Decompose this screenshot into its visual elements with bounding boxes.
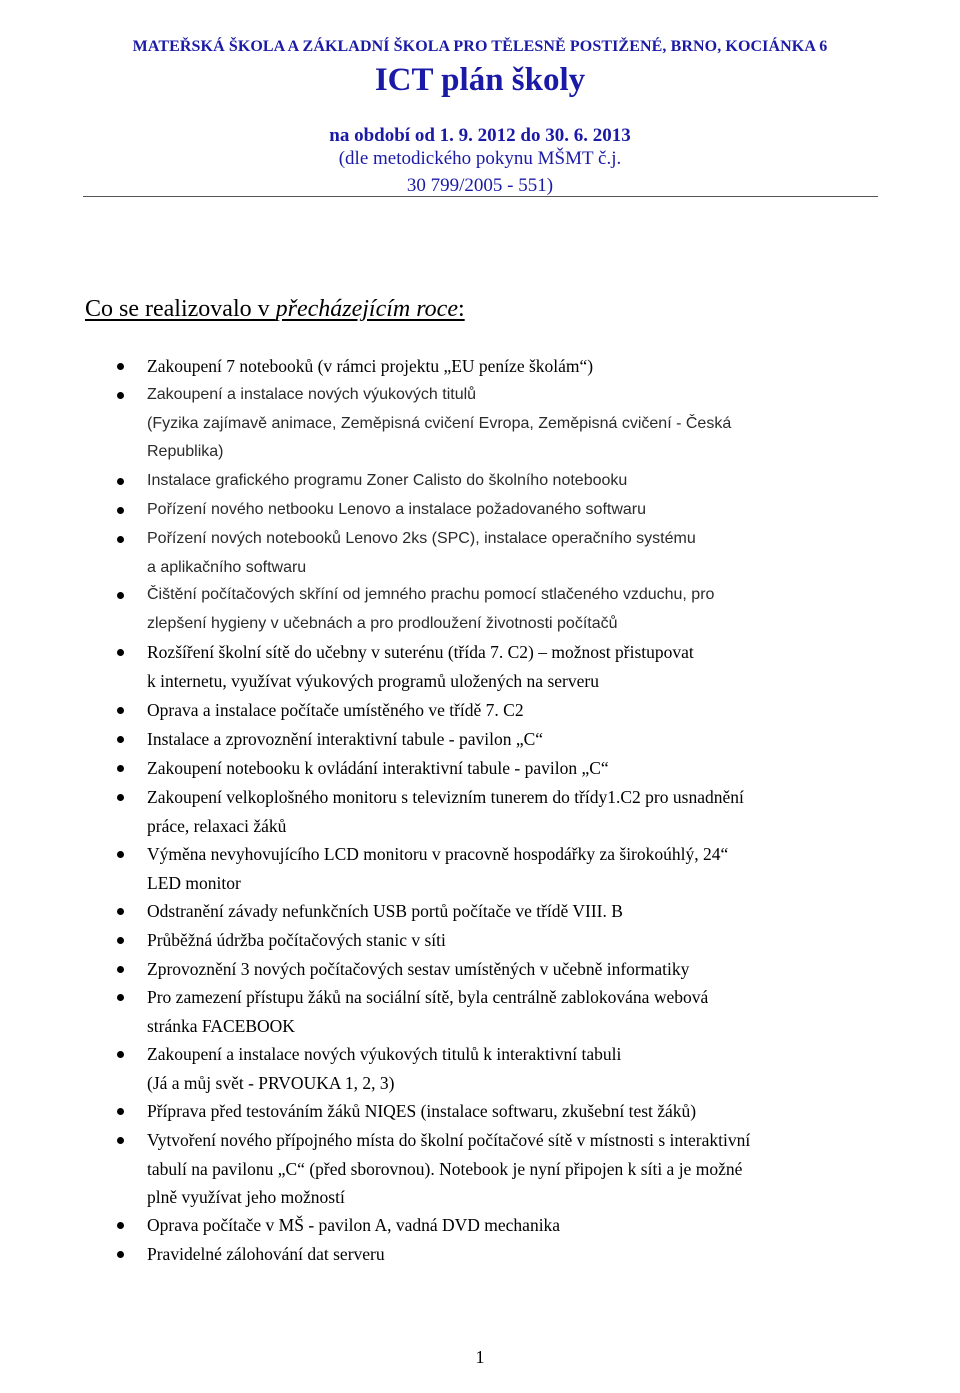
list-item-line: práce, relaxaci žáků xyxy=(147,815,287,836)
bullet-icon xyxy=(117,736,124,743)
list-item-line: Odstranění závady nefunkčních USB portů počítače ve třídě VIII. B xyxy=(147,901,623,921)
list-item-line: (Fyzika zajímavě animace, Zeměpisná cvičení Evropa, Zeměpisná cvičení - Česká xyxy=(147,414,732,432)
school-name: MATEŘSKÁ ŠKOLA A ZÁKLADNÍ ŠKOLA PRO TĚLESNĚ POSTIŽENÉ, BRNO, KOCIÁNKA 6 xyxy=(132,38,828,55)
list-item-line: Rozšíření školní sítě do učebny v suterénu (třída 7. C2) – možnost přistupovat xyxy=(147,642,694,662)
bullet-icon xyxy=(117,994,124,1001)
list-item xyxy=(147,783,877,840)
list-item-line: Republika) xyxy=(147,443,224,461)
list-item xyxy=(147,1211,877,1240)
list-item xyxy=(147,840,877,897)
list-item xyxy=(147,1097,877,1126)
section-heading xyxy=(85,296,465,323)
bullet-icon xyxy=(117,478,124,485)
list-item-line: Vytvoření nového přípojného místa do školní počítačové sítě v místnosti s interaktivní xyxy=(147,1130,751,1150)
list-item-line: Pro zamezení přístupu žáků na sociální sítě, byla centrálně zablokována webová xyxy=(147,987,709,1007)
list-item-line: Pravidelné zálohování dat serveru xyxy=(147,1244,385,1264)
page-number: 1 xyxy=(475,1347,485,1367)
list-item-line: Čištění počítačových skříní od jemného prachu pomocí stlačeného vzduchu, pro xyxy=(147,586,715,603)
list-item xyxy=(147,352,877,381)
document-title: ICT plán školy xyxy=(374,62,586,98)
list-item-line: Příprava před testováním žáků NIQES (instalace softwaru, zkušební test žáků) xyxy=(147,1101,697,1121)
bullet-icon xyxy=(117,1222,124,1229)
bullet-icon xyxy=(117,1251,124,1258)
list-item xyxy=(147,638,877,695)
list-item-line: plně využívat jeho možností xyxy=(147,1187,345,1208)
list-item xyxy=(147,983,877,1040)
list-item-line: zlepšení hygieny v učebnách a pro prodloužení životnosti počítačů xyxy=(147,614,618,632)
list-item-line: Oprava a instalace počítače umístěného ve třídě 7. C2 xyxy=(147,700,524,720)
list-item xyxy=(147,1126,877,1212)
list-item-line: k internetu, využívat výukových programů uložených na serveru xyxy=(147,670,599,691)
methodology-reference: (dle metodického pokynu MŠMT č.j. xyxy=(338,148,622,169)
section-heading-italic: přecházejícím roce xyxy=(275,296,458,322)
list-item-line: Instalace a zprovoznění interaktivní tabule - pavilon „C“ xyxy=(147,729,544,749)
list-item xyxy=(147,754,877,783)
list-item-line: tabulí na pavilonu „C“ (před sborovnou). Notebook je nyní připojen k síti a je možné xyxy=(147,1158,743,1179)
list-item-line: Zakoupení a instalace nových výukových titulů xyxy=(147,386,477,403)
list-item xyxy=(147,496,877,525)
bullet-icon xyxy=(117,765,124,772)
list-item xyxy=(147,467,877,496)
list-item-line: Zakoupení velkoplošného monitoru s televizním tunerem do třídy1.C2 pro usnadnění xyxy=(147,787,744,807)
list-item-line: Pořízení nových notebooků Lenovo 2ks (SPC), instalace operačního systému xyxy=(147,530,696,547)
header-divider xyxy=(83,196,878,197)
list-item xyxy=(147,696,877,725)
list-item xyxy=(147,581,877,638)
list-item-line: Výměna nevyhovujícího LCD monitoru v pracovně hospodářky za širokoúhlý, 24“ xyxy=(147,844,729,864)
list-item-line: LED monitor xyxy=(147,872,241,893)
list-item-line: Zakoupení a instalace nových výukových titulů k interaktivní tabuli xyxy=(147,1044,622,1064)
list-item-line: Instalace grafického programu Zoner Calisto do školního notebooku xyxy=(147,472,628,489)
list-item-line: Pořízení nového netbooku Lenovo a instalace požadovaného softwaru xyxy=(147,501,647,518)
bullet-icon xyxy=(117,1051,124,1058)
bullet-icon xyxy=(117,536,124,543)
list-item xyxy=(147,725,877,754)
bullet-icon xyxy=(117,592,124,599)
bullet-icon xyxy=(117,1137,124,1144)
list-item-line: (Já a můj svět - PRVOUKA 1, 2, 3) xyxy=(147,1072,395,1093)
list-item xyxy=(147,381,877,467)
list-item xyxy=(147,1040,877,1097)
list-item xyxy=(147,955,877,984)
list-item-line: Zakoupení notebooku k ovládání interaktivní tabule - pavilon „C“ xyxy=(147,758,609,778)
list-item-line: a aplikačního softwaru xyxy=(147,558,307,576)
bullet-icon xyxy=(117,794,124,801)
bullet-icon xyxy=(117,937,124,944)
section-heading-prefix: Co se realizovalo v xyxy=(85,296,276,322)
bullet-icon xyxy=(117,966,124,973)
section-heading-suffix: : xyxy=(458,296,465,322)
plan-period: na období od 1. 9. 2012 do 30. 6. 2013 xyxy=(329,125,631,146)
bullet-icon xyxy=(117,363,124,370)
methodology-reference-number: 30 799/2005 - 551) xyxy=(406,175,554,196)
bullet-icon xyxy=(117,392,124,399)
bullet-icon xyxy=(117,707,124,714)
list-item-line: Zakoupení 7 notebooků (v rámci projektu „EU peníze školám“) xyxy=(147,356,594,376)
list-item xyxy=(147,897,877,926)
list-item-line: Zprovoznění 3 nových počítačových sestav umístěných v učebně informatiky xyxy=(147,959,690,979)
bullet-icon xyxy=(117,1108,124,1115)
list-item-line: Průběžná údržba počítačových stanic v síti xyxy=(147,930,446,950)
list-item xyxy=(147,1240,877,1269)
bullet-icon xyxy=(117,507,124,514)
bullet-icon xyxy=(117,851,124,858)
bullet-icon xyxy=(117,908,124,915)
list-item xyxy=(147,525,877,582)
bullet-icon xyxy=(117,649,124,656)
list-item-line: stránka FACEBOOK xyxy=(147,1015,295,1036)
list-item xyxy=(147,926,877,955)
list-item-line: Oprava počítače v MŠ - pavilon A, vadná DVD mechanika xyxy=(147,1215,561,1235)
